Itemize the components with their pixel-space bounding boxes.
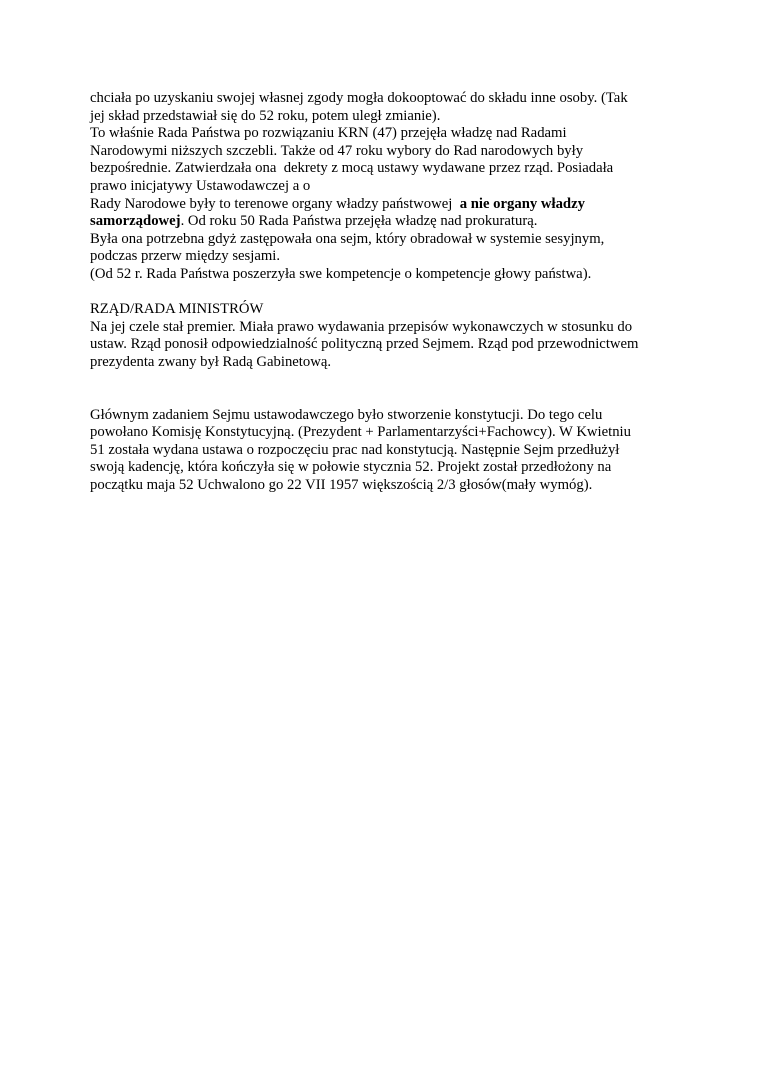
text-line: podczas przerw między sesjami. [90, 248, 281, 265]
blank-line [90, 372, 680, 390]
text-line [90, 196, 680, 214]
text-line [90, 213, 680, 231]
text-line: jej skład przedstawiał się do 52 roku, potem uległ zmianie). [90, 107, 441, 124]
text-line: powołano Komisję Konstytucyjną. (Prezydent + Parlamentarzyści+Fachowcy). W Kwietniu [90, 424, 631, 441]
blank-line [90, 389, 680, 407]
text-run: Rady Narodowe były to terenowe organy władzy państwowej [90, 195, 460, 212]
section-heading: RZĄD/RADA MINISTRÓW [90, 301, 264, 318]
text-line: prawo inicjatywy Ustawodawczej a o [90, 177, 311, 194]
bold-text-run: a nie organy władzy [459, 195, 585, 212]
document-body [90, 90, 680, 495]
text-line: bezpośrednie. Zatwierdzała ona dekrety z mocą ustawy wydawane przez rząd. Posiadała [90, 160, 614, 177]
text-line: początku maja 52 Uchwalono go 22 VII 1957 większością 2/3 głosów(mały wymóg). [90, 477, 593, 494]
text-line: swoją kadencję, która kończyła się w połowie stycznia 52. Projekt został przedłożony na [90, 459, 612, 476]
text-line: Była ona potrzebna gdyż zastępowała ona sejm, który obradował w systemie sesyjnym, [90, 230, 605, 247]
text-run: . Od roku 50 Rada Państwa przejęła władzę nad prokuraturą. [180, 213, 538, 230]
blank-line [90, 284, 680, 302]
text-line: prezydenta zwany był Radą Gabinetową. [90, 353, 332, 370]
text-line: Na jej czele stał premier. Miała prawo wydawania przepisów wykonawczych w stosunku do [90, 318, 633, 335]
text-line: 51 została wydana ustawa o rozpoczęciu prac nad konstytucją. Następnie Sejm przedłużył [90, 441, 620, 458]
text-line: To właśnie Rada Państwa po rozwiązaniu KRN (47) przejęła władzę nad Radami [90, 125, 567, 142]
section-sejm-ustawodawczy [90, 407, 680, 495]
bold-text-run: samorządowej [90, 213, 181, 230]
text-line: chciała po uzyskaniu swojej własnej zgody mogła dokooptować do składu inne osoby. (Tak [90, 90, 628, 106]
text-line: ustaw. Rząd ponosił odpowiedzialność polityczną przed Sejmem. Rząd pod przewodnictwem [90, 336, 639, 353]
section-rzad [90, 301, 680, 371]
text-line: Głównym zadaniem Sejmu ustawodawczego było stworzenie konstytucji. Do tego celu [90, 406, 603, 423]
text-line: Narodowymi niższych szczebli. Także od 47 roku wybory do Rad narodowych były [90, 142, 584, 159]
paragraph-rada-panstwa [90, 90, 680, 284]
text-line: (Od 52 r. Rada Państwa poszerzyła swe kompetencje o kompetencje głowy państwa). [90, 265, 592, 282]
